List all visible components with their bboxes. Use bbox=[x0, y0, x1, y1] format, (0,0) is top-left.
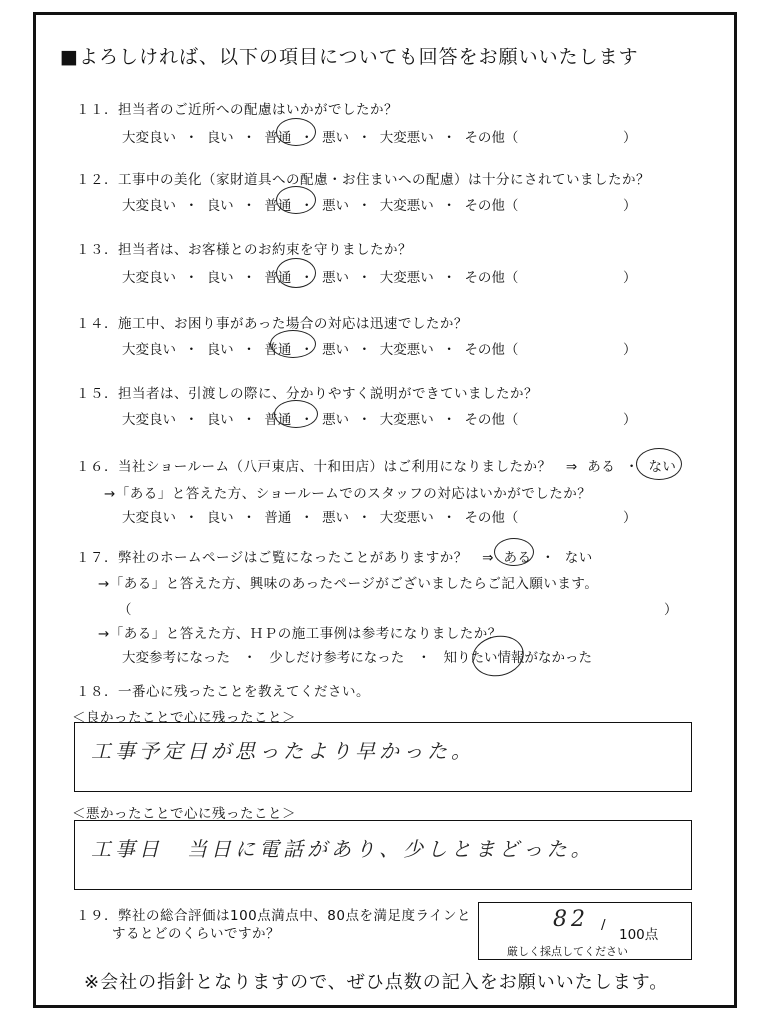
option-other[interactable]: その他（ bbox=[464, 198, 519, 214]
q12-options: 大変良い ・ 良い ・ 普通 ・ 悪い ・ 大変悪い ・ その他（ ） bbox=[122, 198, 637, 214]
question-19-line-2: するとどのくらいですか？ bbox=[112, 926, 280, 942]
q11-options: 大変良い ・ 良い ・ 普通 ・ 悪い ・ 大変悪い ・ その他（ ） bbox=[122, 130, 637, 146]
selection-circle bbox=[274, 400, 318, 428]
question-12: １２．工事中の美化（家財道具への配慮・お住まいへの配慮）は十分にされていましたか？ bbox=[76, 172, 650, 188]
selection-circle bbox=[276, 118, 316, 146]
score-max: 100点 bbox=[619, 927, 659, 943]
option-very-bad[interactable]: 大変悪い bbox=[379, 130, 434, 146]
option-very-bad[interactable]: 大変悪い bbox=[379, 510, 434, 526]
q17-paren-close: ） bbox=[664, 602, 678, 618]
option-other[interactable]: その他（ bbox=[464, 342, 519, 358]
option-bad[interactable]: 悪い bbox=[322, 198, 350, 214]
question-14: １４．施工中、お困り事があった場合の対応は迅速でしたか？ bbox=[76, 316, 468, 332]
q16-option-no[interactable]: ない bbox=[648, 459, 677, 475]
option-very-good[interactable]: 大変良い bbox=[122, 412, 176, 428]
option-bad[interactable]: 悪い bbox=[322, 130, 350, 146]
option-other[interactable]: その他（ bbox=[464, 412, 519, 428]
option-very-bad[interactable]: 大変悪い bbox=[379, 198, 434, 214]
option-normal[interactable]: 普通 bbox=[264, 130, 292, 146]
option-good[interactable]: 良い bbox=[206, 510, 234, 526]
bad-answer-text: 工事日 当日に電話があり、少しとまどった。 bbox=[91, 837, 595, 861]
option-bad[interactable]: 悪い bbox=[322, 412, 350, 428]
selection-circle bbox=[270, 330, 316, 358]
option-other[interactable]: その他（ bbox=[464, 270, 519, 286]
score-value: 82 bbox=[553, 907, 589, 932]
option-very-good[interactable]: 大変良い bbox=[122, 342, 176, 358]
score-slash: / bbox=[601, 917, 606, 933]
selection-circle bbox=[494, 538, 534, 566]
option-good[interactable]: 良い bbox=[206, 412, 234, 428]
option-normal[interactable]: 普通 bbox=[264, 510, 292, 526]
question-18: １８．一番心に残ったことを教えてください。 bbox=[76, 684, 370, 700]
option-bad[interactable]: 悪い bbox=[322, 510, 350, 526]
option-good[interactable]: 良い bbox=[206, 342, 234, 358]
good-answer-text: 工事予定日が思ったより早かった。 bbox=[91, 739, 475, 763]
q17-followup-2: →「ある」と答えた方、ＨＰの施工事例は参考になりましたか？ bbox=[98, 626, 502, 642]
option-normal[interactable]: 普通 bbox=[264, 342, 292, 358]
option-bad[interactable]: 悪い bbox=[322, 342, 350, 358]
q16-options: 大変良い ・ 良い ・ 普通 ・ 悪い ・ 大変悪い ・ その他（ ） bbox=[122, 510, 637, 526]
option-very-bad[interactable]: 大変悪い bbox=[379, 342, 434, 358]
q17-option-yes[interactable]: ある bbox=[503, 550, 532, 566]
q17-option-no[interactable]: ない bbox=[564, 550, 593, 566]
q17-choices: 大変参考になった ・ 少しだけ参考になった ・ 知りたい情報がなかった bbox=[122, 650, 592, 666]
survey-header: ■よろしければ、以下の項目についても回答をお願いいたします bbox=[60, 46, 639, 68]
option-very-bad[interactable]: 大変悪い bbox=[379, 270, 434, 286]
option-normal[interactable]: 普通 bbox=[264, 270, 292, 286]
q15-options: 大変良い ・ 良い ・ 普通 ・ 悪い ・ 大変悪い ・ その他（ ） bbox=[122, 412, 637, 428]
option-good[interactable]: 良い bbox=[206, 198, 234, 214]
question-16: １６．当社ショールーム（八戸東店、十和田店）はご利用になりましたか？ ⇒ ある ・ ない bbox=[76, 459, 677, 475]
option-very-good[interactable]: 大変良い bbox=[122, 270, 176, 286]
q16-followup: →「ある」と答えた方、ショールームでのスタッフの対応はいかがでしたか？ bbox=[104, 486, 592, 502]
q16-option-yes[interactable]: ある bbox=[587, 459, 616, 475]
selection-circle bbox=[276, 258, 316, 288]
q14-options: 大変良い ・ 良い ・ 普通 ・ 悪い ・ 大変悪い ・ その他（ ） bbox=[122, 342, 637, 358]
q13-options: 大変良い ・ 良い ・ 普通 ・ 悪い ・ 大変悪い ・ その他（ ） bbox=[122, 270, 637, 286]
question-19-line-1: １９．弊社の総合評価は100点満点中、80点を満足度ラインと bbox=[76, 908, 472, 924]
option-bad[interactable]: 悪い bbox=[322, 270, 350, 286]
footer-note: ※会社の指針となりますので、ぜひ点数の記入をお願いいたします。 bbox=[84, 972, 669, 993]
question-11: １１．担当者のご近所への配慮はいかがでしたか？ bbox=[76, 102, 398, 118]
selection-circle bbox=[276, 186, 316, 214]
option-very-good[interactable]: 大変良い bbox=[122, 130, 176, 146]
option-good[interactable]: 良い bbox=[206, 270, 234, 286]
choice-slightly-helpful[interactable]: 少しだけ参考になった bbox=[269, 650, 405, 666]
score-box[interactable] bbox=[478, 902, 692, 960]
choice-no-info[interactable]: 知りたい情報がなかった bbox=[443, 650, 592, 666]
good-label: ＜良かったことで心に残ったこと＞ bbox=[72, 710, 296, 726]
bad-label: ＜悪かったことで心に残ったこと＞ bbox=[72, 806, 296, 822]
option-good[interactable]: 良い bbox=[206, 130, 234, 146]
good-answer-box[interactable] bbox=[74, 722, 692, 792]
option-other[interactable]: その他（ bbox=[464, 130, 519, 146]
choice-very-helpful[interactable]: 大変参考になった bbox=[122, 650, 230, 666]
q17-paren-open: （ bbox=[118, 602, 132, 618]
question-17: １７．弊社のホームページはご覧になったことがありますか？ ⇒ ある ・ ない bbox=[76, 550, 593, 566]
option-very-bad[interactable]: 大変悪い bbox=[379, 412, 434, 428]
option-other[interactable]: その他（ bbox=[464, 510, 519, 526]
bad-answer-box[interactable] bbox=[74, 820, 692, 890]
option-normal[interactable]: 普通 bbox=[264, 412, 292, 428]
q17-followup-1: →「ある」と答えた方、興味のあったページがございましたらご記入願います。 bbox=[98, 576, 599, 592]
option-normal[interactable]: 普通 bbox=[264, 198, 292, 214]
selection-circle bbox=[636, 448, 682, 480]
score-note: 厳しく採点してください bbox=[507, 945, 628, 958]
question-13: １３．担当者は、お客様とのお約束を守りましたか？ bbox=[76, 242, 412, 258]
option-very-good[interactable]: 大変良い bbox=[122, 198, 176, 214]
question-15: １５．担当者は、引渡しの際に、分かりやすく説明ができていましたか？ bbox=[76, 386, 538, 402]
option-very-good[interactable]: 大変良い bbox=[122, 510, 176, 526]
